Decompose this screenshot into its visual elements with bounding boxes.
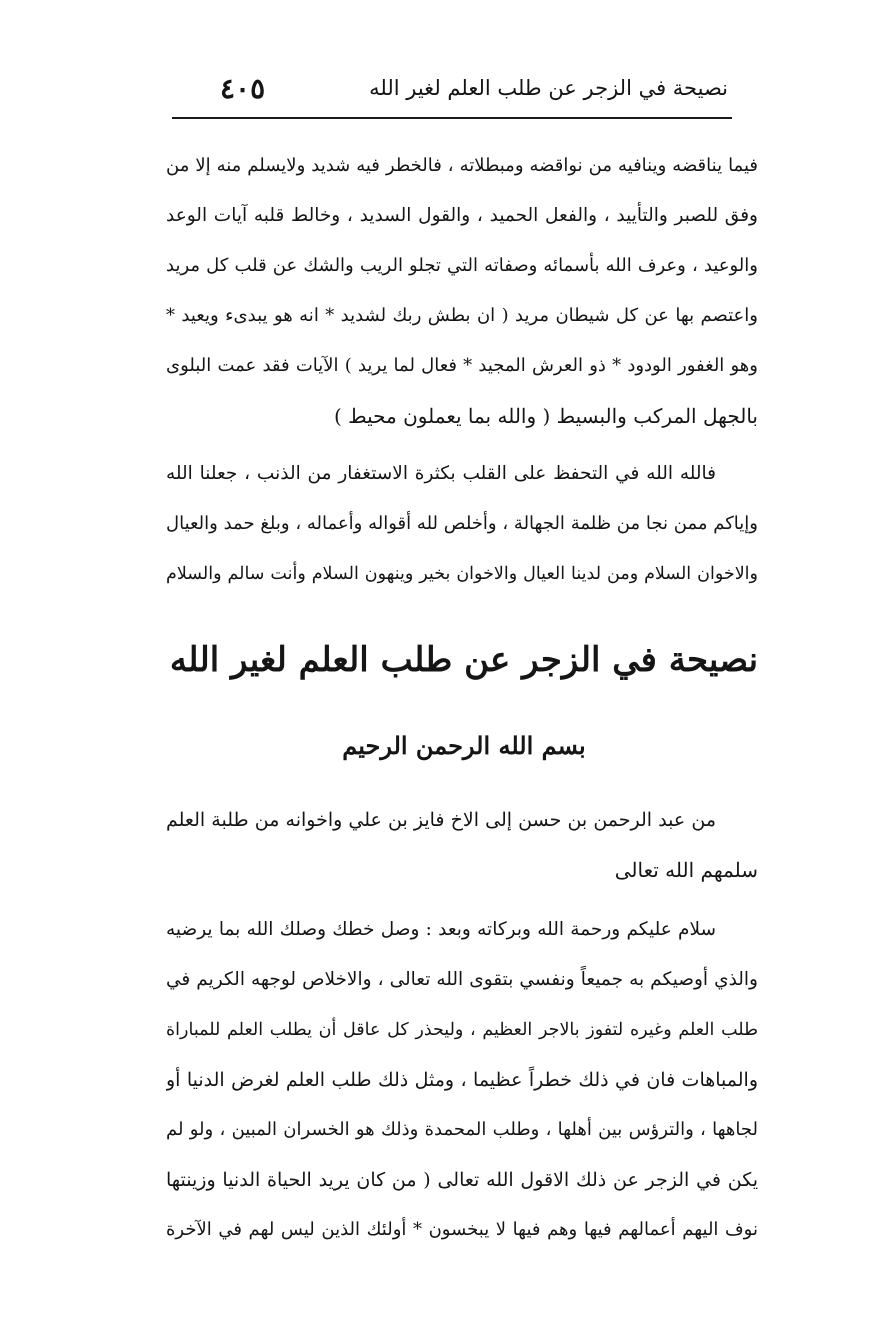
text-line: والمباهات فان في ذلك خطراً عظيما ، ومثل ذلك طلب العلم لغرض الدنيا أو (166, 1069, 758, 1091)
text-line: نوف اليهم أعمالهم فيها وهم فيها لا يبخسون * أولئك الذين ليس لهم في الآخرة (166, 1219, 758, 1240)
text-line: سلام عليكم ورحمة الله وبركاته وبعد : وصل خطك وصلك الله بما يرضيه (166, 919, 716, 940)
header-rule (172, 117, 732, 119)
text-line: واعتصم بها عن كل شيطان مريد ( ان بطش ربك لشديد * انه هو يبدىء ويعيد * (166, 305, 758, 326)
text-line: طلب العلم وغيره لتفوز بالاجر العظيم ، وليحذر كل عاقل أن يطلب العلم للمباراة (166, 1020, 758, 1040)
page-header (168, 72, 728, 112)
text-line: من عبد الرحمن بن حسن إلى الاخ فايز بن علي واخوانه من طلبة العلم (166, 809, 716, 831)
text-line: وهو الغفور الودود * ذو العرش المجيد * فعال لما يريد ) الآيات فقد عمت البلوى (166, 355, 758, 376)
running-title: نصيحة في الزجر عن طلب العلم لغير الله (369, 76, 728, 100)
section-heading: نصيحة في الزجر عن طلب العلم لغير الله (169, 640, 759, 680)
text-line: سلمهم الله تعالى (614, 858, 758, 882)
text-line: والاخوان السلام ومن لدينا العيال والاخوان بخير وينهون السلام وأنت سالم والسلام (166, 564, 758, 584)
text-line: وإياكم ممن نجا من ظلمة الجهالة ، وأخلص لله أقواله وأعماله ، وبلغ حمد والعيال (166, 513, 758, 534)
text-line: فيما يناقضه وينافيه من نواقضه ومبطلاته ، فالخطر فيه شديد ولايسلم منه إلا من (166, 155, 758, 176)
text-line: والوعيد ، وعرف الله بأسمائه وصفاته التي تجلو الريب والشك عن قلب كل مريد (166, 255, 758, 276)
text-line: والذي أوصيكم به جميعاً ونفسي بتقوى الله تعالى ، والاخلاص لوجهه الكريم في (166, 969, 758, 990)
text-line: يكن في الزجر عن ذلك الاقول الله تعالى ( من كان يريد الحياة الدنيا وزينتها (166, 1169, 758, 1191)
text-line: فالله الله في التحفظ على القلب بكثرة الاستغفار من الذنب ، جعلنا الله (166, 463, 716, 484)
text-line: بالجهل المركب والبسيط ( والله بما يعملون محيط ) (333, 404, 758, 428)
text-line: وفق للصبر والتأييد ، والفعل الحميد ، والقول السديد ، وخالط قلبه آيات الوعد (166, 205, 758, 226)
text-line: لجاهها ، والترؤس بين أهلها ، وطلب المحمدة وذلك هو الخسران المبين ، ولو لم (166, 1119, 758, 1140)
basmala: بسم الله الرحمن الرحيم (342, 731, 586, 760)
page-number: ٤٠٥ (220, 72, 266, 105)
